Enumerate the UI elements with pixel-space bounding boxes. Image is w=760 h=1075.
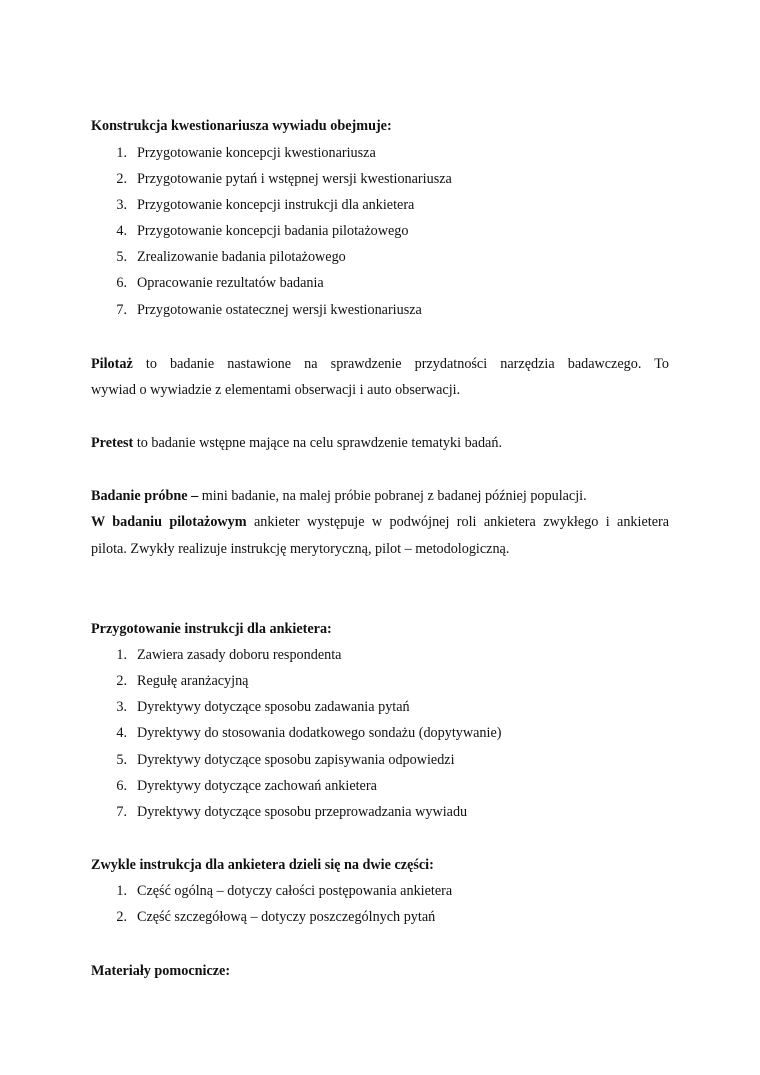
paragraph-badanie-probne: Badanie próbne – mini badanie, na malej próbie pobranej z badanej później populacji. bbox=[91, 488, 587, 504]
list-item: Dyrektywy dotyczące zachowań ankietera bbox=[137, 778, 377, 794]
list-number: 1. bbox=[116, 647, 127, 663]
paragraph-pretest: Pretest to badanie wstępne mające na celu sprawdzenie tematyki badań. bbox=[91, 435, 502, 451]
list-number: 5. bbox=[116, 752, 127, 768]
list-number: 3. bbox=[116, 699, 127, 715]
list-number: 1. bbox=[116, 883, 127, 899]
list-item: Dyrektywy dotyczące sposobu zapisywania odpowiedzi bbox=[137, 752, 455, 768]
list-number: 2. bbox=[116, 909, 127, 925]
list-item: Dyrektywy dotyczące sposobu przeprowadzania wywiadu bbox=[137, 804, 468, 820]
list-item: Przygotowanie koncepcji instrukcji dla ankietera bbox=[137, 197, 415, 213]
term-pilotaz: Pilotaż bbox=[91, 356, 133, 372]
section-heading-materials: Materiały pomocnicze: bbox=[91, 963, 231, 979]
paragraph-pilotazowym-line1: W badaniu pilotażowym ankieter występuje w podwójnej roli ankietera zwykłego i ankietera bbox=[91, 514, 670, 530]
list-number: 6. bbox=[116, 275, 127, 291]
list-item: Przygotowanie ostatecznej wersji kwestionariusza bbox=[137, 302, 422, 318]
list-item: Zawiera zasady doboru respondenta bbox=[137, 647, 342, 663]
list-item: Przygotowanie pytań i wstępnej wersji kwestionariusza bbox=[137, 171, 452, 187]
paragraph-pilotaz-line2: wywiad o wywiadzie z elementami obserwacji i auto obserwacji. bbox=[91, 382, 461, 398]
list-number: 4. bbox=[116, 725, 127, 741]
list-item: Dyrektywy do stosowania dodatkowego sondażu (dopytywanie) bbox=[137, 725, 502, 741]
paragraph-pilotazowym-line2: pilota. Zwykły realizuje instrukcję merytoryczną, pilot – metodologiczną. bbox=[91, 541, 510, 557]
list-number: 5. bbox=[116, 249, 127, 265]
list-item: Przygotowanie koncepcji kwestionariusza bbox=[137, 145, 376, 161]
paragraph-pilotaz-line1: Pilotaż to badanie nastawione na sprawdzenie przydatności narzędzia badawczego. To bbox=[91, 356, 669, 372]
list-number: 2. bbox=[116, 673, 127, 689]
section-heading-instruction-parts: Zwykle instrukcja dla ankietera dzieli się na dwie części: bbox=[91, 857, 434, 873]
section-heading-instructions: Przygotowanie instrukcji dla ankietera: bbox=[91, 621, 332, 637]
term-pretest: Pretest bbox=[91, 435, 134, 451]
list-number: 6. bbox=[116, 778, 127, 794]
list-item: Dyrektywy dotyczące sposobu zadawania pytań bbox=[137, 699, 410, 715]
list-item: Regułę aranżacyjną bbox=[137, 673, 249, 689]
term-badanie-pilotazowe: W badaniu pilotażowym bbox=[91, 514, 247, 530]
list-number: 3. bbox=[116, 197, 127, 213]
list-number: 1. bbox=[116, 145, 127, 161]
list-number: 4. bbox=[116, 223, 127, 239]
list-number: 2. bbox=[116, 171, 127, 187]
list-item: Przygotowanie koncepcji badania pilotażowego bbox=[137, 223, 409, 239]
section-heading-construction: Konstrukcja kwestionariusza wywiadu obejmuje: bbox=[91, 118, 392, 134]
list-item: Zrealizowanie badania pilotażowego bbox=[137, 249, 346, 265]
list-number: 7. bbox=[116, 804, 127, 820]
term-badanie-probne: Badanie próbne – bbox=[91, 488, 199, 504]
list-item: Część ogólną – dotyczy całości postępowania ankietera bbox=[137, 883, 453, 899]
list-item: Część szczegółową – dotyczy poszczególnych pytań bbox=[137, 909, 436, 925]
list-item: Opracowanie rezultatów badania bbox=[137, 275, 324, 291]
list-number: 7. bbox=[116, 302, 127, 318]
